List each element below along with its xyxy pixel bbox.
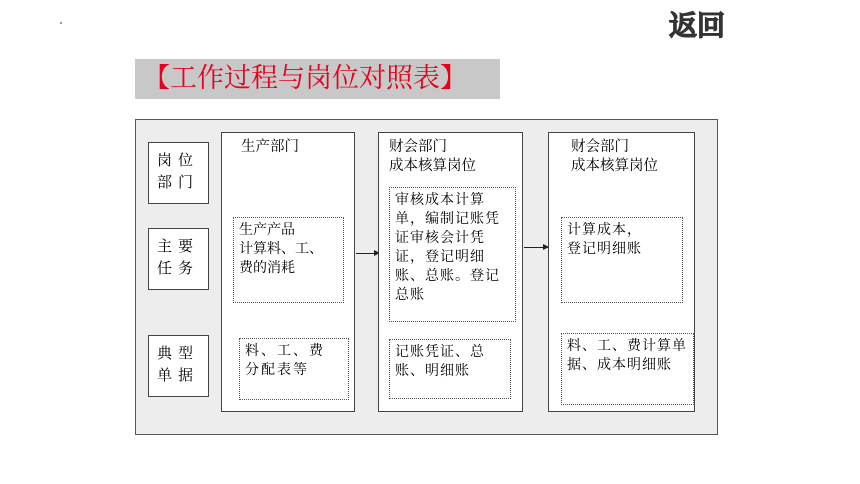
decorative-dot (60, 22, 62, 24)
footer-chapter-title: 学习情境10：收入和费用业务核算 (580, 467, 750, 480)
row-label-task: 主要 任务 (148, 228, 209, 290)
row-label-dept: 岗位 部门 (148, 142, 209, 204)
document-box: 记账凭证、总 账、明细账 (389, 339, 511, 399)
section-heading: 【工作过程与岗位对照表】 (135, 59, 500, 99)
document-box: 料、工、费 分配表等 (239, 338, 349, 400)
back-button[interactable]: 返回 (669, 9, 726, 42)
header-band (0, 0, 860, 42)
task-box: 计算成本， 登记明细账 (561, 217, 683, 303)
row-label-data: 典型 单据 (148, 335, 209, 397)
flow-arrow (524, 247, 548, 248)
dept-column-production (221, 132, 355, 412)
dept-column-cost-accounting (548, 132, 695, 412)
document-box: 料、工、费计算单据、成本明细账 (561, 333, 694, 405)
dept-column-accounting (378, 132, 523, 412)
flow-arrow (356, 253, 379, 254)
workflow-table (135, 119, 718, 435)
dept-title: 生产部门 (241, 139, 299, 155)
dept-title: 财会部门 成本核算岗位 (389, 139, 476, 174)
task-box: 生产产品 计算料、工、 费的消耗 (233, 217, 344, 303)
task-box: 审核成本计算单，编制记账凭证审核会计凭证，登记明细账、总账。登记总账 (389, 187, 516, 322)
dept-title: 财会部门 成本核算岗位 (571, 139, 658, 174)
footer-course-title: 企业财务会计 (8, 467, 74, 480)
page-title: 费用业务核算 (176, 12, 320, 40)
